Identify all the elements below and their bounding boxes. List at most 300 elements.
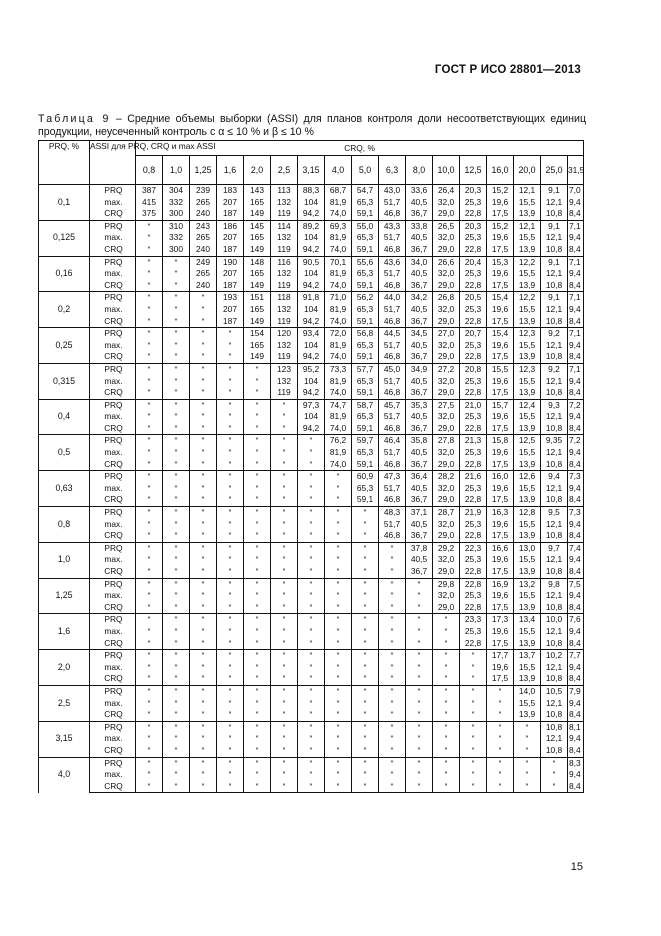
table-cell: * bbox=[352, 530, 379, 542]
table-cell: 10,8 bbox=[541, 387, 568, 399]
table-cell: * bbox=[163, 698, 190, 710]
table-cell: * bbox=[163, 351, 190, 363]
table-cell: * bbox=[190, 685, 217, 697]
table-cell: * bbox=[298, 769, 325, 781]
table-cell: * bbox=[541, 757, 568, 769]
table-cell: 51,7 bbox=[379, 304, 406, 316]
table-cell: * bbox=[271, 519, 298, 531]
table-cell: * bbox=[352, 602, 379, 614]
table-cell: 22,8 bbox=[460, 638, 487, 650]
table-cell: * bbox=[406, 578, 433, 590]
table-cell: * bbox=[136, 662, 163, 674]
row-type-label: max. bbox=[90, 662, 136, 674]
table-cell: 265 bbox=[190, 197, 217, 209]
row-type-label: PRQ bbox=[90, 399, 136, 411]
table-cell: * bbox=[190, 494, 217, 506]
table-cell: 119 bbox=[271, 387, 298, 399]
table-cell: 8,4 bbox=[568, 387, 584, 399]
table-cell: * bbox=[298, 483, 325, 495]
table-cell: * bbox=[163, 435, 190, 447]
table-cell: 23,3 bbox=[460, 614, 487, 626]
table-cell: 15,5 bbox=[514, 626, 541, 638]
prq-value: 0,125 bbox=[39, 220, 90, 256]
table-cell: 22,8 bbox=[460, 530, 487, 542]
table-row bbox=[39, 197, 584, 209]
table-cell: * bbox=[298, 566, 325, 578]
table-cell: 15,4 bbox=[487, 292, 514, 304]
table-cell: 154 bbox=[244, 328, 271, 340]
row-type-label: max. bbox=[90, 733, 136, 745]
table-cell: 22,8 bbox=[460, 280, 487, 292]
assi-table bbox=[38, 140, 584, 793]
table-row bbox=[39, 423, 584, 435]
table-cell: 119 bbox=[271, 244, 298, 256]
table-cell: 59,1 bbox=[352, 208, 379, 220]
table-cell: * bbox=[136, 745, 163, 757]
table-caption-text: – Средние объемы выборки (ASSI) для планов контроля доли несоответствующих единиц продукции, неусеченный контроль с α ≤ 10 % и β ≤ 10 % bbox=[38, 113, 587, 138]
table-cell: 7,9 bbox=[568, 685, 584, 697]
table-cell: 34,5 bbox=[406, 328, 433, 340]
table-cell: 12,1 bbox=[514, 185, 541, 197]
table-cell: * bbox=[325, 483, 352, 495]
table-cell: 12,1 bbox=[541, 519, 568, 531]
table-cell: * bbox=[163, 447, 190, 459]
table-cell: 15,5 bbox=[514, 447, 541, 459]
table-cell: * bbox=[298, 709, 325, 721]
table-cell: 97,3 bbox=[298, 399, 325, 411]
table-cell: 19,6 bbox=[487, 197, 514, 209]
table-cell: * bbox=[136, 494, 163, 506]
table-cell: * bbox=[298, 507, 325, 519]
table-cell: 35,8 bbox=[406, 435, 433, 447]
table-cell: * bbox=[217, 733, 244, 745]
table-cell: 48,3 bbox=[379, 507, 406, 519]
table-row bbox=[39, 494, 584, 506]
table-row bbox=[39, 220, 584, 232]
table-cell: 240 bbox=[190, 244, 217, 256]
table-cell: 74,0 bbox=[325, 280, 352, 292]
table-cell: * bbox=[298, 447, 325, 459]
table-cell: * bbox=[136, 626, 163, 638]
table-cell: * bbox=[136, 519, 163, 531]
table-cell: 22,8 bbox=[460, 566, 487, 578]
table-cell: * bbox=[163, 590, 190, 602]
table-cell: * bbox=[190, 447, 217, 459]
table-cell: 10,0 bbox=[541, 614, 568, 626]
table-cell: 22,8 bbox=[460, 459, 487, 471]
table-cell: * bbox=[325, 554, 352, 566]
table-cell: 8,4 bbox=[568, 351, 584, 363]
table-cell: * bbox=[487, 721, 514, 733]
table-cell: 22,8 bbox=[460, 602, 487, 614]
table-cell: 47,3 bbox=[379, 471, 406, 483]
table-cell: 20,5 bbox=[460, 292, 487, 304]
table-cell: * bbox=[325, 769, 352, 781]
table-cell: 9,4 bbox=[568, 376, 584, 388]
table-cell: * bbox=[271, 483, 298, 495]
table-cell: * bbox=[298, 590, 325, 602]
table-cell: 74,0 bbox=[325, 423, 352, 435]
table-cell: 89,2 bbox=[298, 220, 325, 232]
table-row bbox=[39, 662, 584, 674]
row-type-label: max. bbox=[90, 411, 136, 423]
table-cell: * bbox=[217, 435, 244, 447]
table-cell: 132 bbox=[271, 232, 298, 244]
table-cell: 10,8 bbox=[541, 709, 568, 721]
table-cell: 74,7 bbox=[325, 399, 352, 411]
table-cell: 10,8 bbox=[541, 351, 568, 363]
table-cell: 43,0 bbox=[379, 185, 406, 197]
table-cell: * bbox=[163, 757, 190, 769]
table-cell: 9,4 bbox=[568, 411, 584, 423]
table-cell: * bbox=[136, 638, 163, 650]
table-cell: * bbox=[244, 650, 271, 662]
table-cell: 13,0 bbox=[514, 542, 541, 554]
table-cell: * bbox=[352, 590, 379, 602]
table-cell: * bbox=[163, 256, 190, 268]
table-cell: 12,1 bbox=[541, 733, 568, 745]
table-cell: 59,1 bbox=[352, 423, 379, 435]
table-cell: * bbox=[244, 542, 271, 554]
table-cell: * bbox=[433, 673, 460, 685]
table-cell: * bbox=[271, 459, 298, 471]
table-cell: 187 bbox=[217, 208, 244, 220]
table-cell: * bbox=[325, 578, 352, 590]
table-cell: * bbox=[298, 471, 325, 483]
table-cell: * bbox=[379, 733, 406, 745]
table-cell: * bbox=[136, 292, 163, 304]
table-cell: * bbox=[487, 769, 514, 781]
table-cell: * bbox=[244, 554, 271, 566]
table-cell: 165 bbox=[244, 304, 271, 316]
table-cell: 190 bbox=[217, 256, 244, 268]
prq-value: 4,0 bbox=[39, 757, 90, 793]
table-cell: * bbox=[244, 781, 271, 793]
table-cell: 15,5 bbox=[514, 519, 541, 531]
table-cell: 25,3 bbox=[460, 483, 487, 495]
table-cell: * bbox=[163, 578, 190, 590]
prq-value: 0,16 bbox=[39, 256, 90, 292]
table-cell: * bbox=[190, 626, 217, 638]
table-cell: 17,5 bbox=[487, 530, 514, 542]
table-cell: 9,2 bbox=[541, 328, 568, 340]
table-cell: 59,1 bbox=[352, 494, 379, 506]
table-cell: * bbox=[217, 328, 244, 340]
table-cell: * bbox=[190, 340, 217, 352]
table-cell: 65,3 bbox=[352, 197, 379, 209]
table-cell: * bbox=[271, 542, 298, 554]
table-cell: * bbox=[271, 435, 298, 447]
table-cell: * bbox=[244, 399, 271, 411]
table-row bbox=[39, 614, 584, 626]
table-cell: 13,9 bbox=[514, 459, 541, 471]
table-cell: 332 bbox=[163, 197, 190, 209]
table-cell: * bbox=[433, 638, 460, 650]
table-cell: 15,5 bbox=[514, 554, 541, 566]
table-cell: 26,8 bbox=[433, 292, 460, 304]
table-cell: * bbox=[460, 721, 487, 733]
table-cell: 9,4 bbox=[568, 197, 584, 209]
table-cell: * bbox=[379, 698, 406, 710]
table-cell: 46,8 bbox=[379, 316, 406, 328]
prq-value: 1,6 bbox=[39, 614, 90, 650]
table-cell: * bbox=[406, 650, 433, 662]
table-cell: 9,4 bbox=[568, 662, 584, 674]
table-cell: 22,8 bbox=[460, 351, 487, 363]
table-cell: * bbox=[136, 566, 163, 578]
table-cell: 240 bbox=[190, 208, 217, 220]
table-cell: * bbox=[190, 662, 217, 674]
table-cell: 90,5 bbox=[298, 256, 325, 268]
table-cell: 13,9 bbox=[514, 638, 541, 650]
table-cell: * bbox=[406, 685, 433, 697]
table-cell: * bbox=[136, 614, 163, 626]
table-cell: * bbox=[514, 745, 541, 757]
table-cell: 28,2 bbox=[433, 471, 460, 483]
table-cell: * bbox=[325, 519, 352, 531]
table-cell: * bbox=[271, 447, 298, 459]
table-cell: 17,5 bbox=[487, 602, 514, 614]
table-cell: 10,8 bbox=[541, 316, 568, 328]
table-row bbox=[39, 542, 584, 554]
table-cell: * bbox=[487, 685, 514, 697]
row-type-label: PRQ bbox=[90, 542, 136, 554]
table-cell: 19,6 bbox=[487, 662, 514, 674]
table-cell: 81,9 bbox=[325, 376, 352, 388]
table-cell: * bbox=[406, 733, 433, 745]
table-cell: 91,8 bbox=[298, 292, 325, 304]
table-cell: 187 bbox=[217, 316, 244, 328]
table-cell: 36,7 bbox=[406, 244, 433, 256]
table-cell: * bbox=[244, 673, 271, 685]
table-cell: 104 bbox=[298, 411, 325, 423]
table-cell: * bbox=[217, 423, 244, 435]
table-cell: * bbox=[244, 590, 271, 602]
table-cell: * bbox=[190, 387, 217, 399]
table-cell: 74,0 bbox=[325, 351, 352, 363]
table-row bbox=[39, 638, 584, 650]
table-cell: * bbox=[406, 769, 433, 781]
table-cell: 76,2 bbox=[325, 435, 352, 447]
table-cell: 15,5 bbox=[514, 232, 541, 244]
table-cell: * bbox=[190, 459, 217, 471]
table-cell: * bbox=[325, 626, 352, 638]
table-cell: * bbox=[379, 578, 406, 590]
table-cell: * bbox=[433, 626, 460, 638]
table-cell: 132 bbox=[271, 376, 298, 388]
table-cell: 51,7 bbox=[379, 411, 406, 423]
table-cell: * bbox=[163, 471, 190, 483]
table-cell: 16,9 bbox=[487, 578, 514, 590]
table-cell: 17,5 bbox=[487, 566, 514, 578]
table-cell: * bbox=[541, 769, 568, 781]
table-cell: 71,0 bbox=[325, 292, 352, 304]
table-cell: * bbox=[163, 733, 190, 745]
table-cell: 15,5 bbox=[514, 662, 541, 674]
table-cell: 7,1 bbox=[568, 220, 584, 232]
table-cell: * bbox=[325, 733, 352, 745]
table-cell: * bbox=[136, 411, 163, 423]
table-cell: * bbox=[190, 530, 217, 542]
table-cell: 10,8 bbox=[541, 602, 568, 614]
row-type-label: max. bbox=[90, 268, 136, 280]
table-cell: * bbox=[298, 519, 325, 531]
table-cell: * bbox=[352, 721, 379, 733]
table-row bbox=[39, 351, 584, 363]
table-row bbox=[39, 399, 584, 411]
table-cell: 9,4 bbox=[568, 626, 584, 638]
table-cell: * bbox=[190, 292, 217, 304]
table-cell: 120 bbox=[271, 328, 298, 340]
table-cell: * bbox=[190, 590, 217, 602]
table-cell: * bbox=[271, 471, 298, 483]
table-cell: 10,5 bbox=[541, 685, 568, 697]
table-cell: 36,7 bbox=[406, 459, 433, 471]
table-cell: 94,2 bbox=[298, 280, 325, 292]
table-cell: 20,8 bbox=[460, 363, 487, 375]
table-header bbox=[39, 141, 584, 185]
table-cell: * bbox=[217, 340, 244, 352]
table-cell: 20,3 bbox=[460, 185, 487, 197]
table-cell: * bbox=[325, 662, 352, 674]
table-cell: 15,5 bbox=[514, 411, 541, 423]
table-cell: * bbox=[190, 745, 217, 757]
table-cell: * bbox=[217, 351, 244, 363]
prq-value: 0,63 bbox=[39, 471, 90, 507]
row-type-label: CRQ bbox=[90, 781, 136, 793]
table-cell: * bbox=[217, 376, 244, 388]
table-cell: 25,3 bbox=[460, 626, 487, 638]
table-cell: 7,3 bbox=[568, 471, 584, 483]
table-cell: * bbox=[325, 745, 352, 757]
table-cell: * bbox=[136, 220, 163, 232]
table-cell: 149 bbox=[244, 351, 271, 363]
table-cell: 51,7 bbox=[379, 519, 406, 531]
table-cell: 22,8 bbox=[460, 244, 487, 256]
table-cell: 44,5 bbox=[379, 328, 406, 340]
table-cell: * bbox=[190, 483, 217, 495]
table-cell: * bbox=[298, 554, 325, 566]
table-cell: * bbox=[514, 769, 541, 781]
table-cell: * bbox=[163, 626, 190, 638]
table-cell: * bbox=[136, 507, 163, 519]
table-cell: 59,1 bbox=[352, 387, 379, 399]
table-cell: 32,0 bbox=[433, 411, 460, 423]
table-cell: 59,1 bbox=[352, 244, 379, 256]
table-cell: 207 bbox=[217, 268, 244, 280]
table-cell: * bbox=[190, 376, 217, 388]
table-cell: 17,3 bbox=[487, 614, 514, 626]
table-cell: * bbox=[217, 602, 244, 614]
table-cell: 74,0 bbox=[325, 387, 352, 399]
table-cell: * bbox=[460, 650, 487, 662]
table-cell: 22,3 bbox=[460, 542, 487, 554]
table-cell: * bbox=[136, 399, 163, 411]
table-cell: 32,0 bbox=[433, 197, 460, 209]
table-cell: 68,7 bbox=[325, 185, 352, 197]
table-cell: 46,4 bbox=[379, 435, 406, 447]
table-cell: 12,1 bbox=[541, 554, 568, 566]
table-cell: * bbox=[433, 721, 460, 733]
header-crq: CRQ, % bbox=[136, 141, 584, 156]
table-cell: * bbox=[406, 709, 433, 721]
table-cell: * bbox=[325, 781, 352, 793]
table-cell: * bbox=[271, 757, 298, 769]
table-cell: 25,3 bbox=[460, 554, 487, 566]
table-cell: 9,1 bbox=[541, 292, 568, 304]
row-type-label: PRQ bbox=[90, 328, 136, 340]
table-cell: 34,2 bbox=[406, 292, 433, 304]
table-cell: * bbox=[433, 685, 460, 697]
table-cell: * bbox=[136, 435, 163, 447]
table-cell: * bbox=[244, 363, 271, 375]
table-cell: 93,4 bbox=[298, 328, 325, 340]
table-cell: * bbox=[244, 459, 271, 471]
table-cell: 9,7 bbox=[541, 542, 568, 554]
table-cell: 13,9 bbox=[514, 673, 541, 685]
table-cell: 22,8 bbox=[460, 494, 487, 506]
prq-value: 0,315 bbox=[39, 363, 90, 399]
table-cell: 40,5 bbox=[406, 376, 433, 388]
table-cell: 29,0 bbox=[433, 602, 460, 614]
row-type-label: PRQ bbox=[90, 757, 136, 769]
table-cell: 43,3 bbox=[379, 220, 406, 232]
table-cell: 165 bbox=[244, 340, 271, 352]
table-row bbox=[39, 256, 584, 268]
table-cell: 415 bbox=[136, 197, 163, 209]
table-cell: * bbox=[244, 602, 271, 614]
table-cell: 7,2 bbox=[568, 435, 584, 447]
table-cell: * bbox=[352, 662, 379, 674]
table-cell: * bbox=[163, 268, 190, 280]
table-caption-label: Таблица 9 bbox=[38, 113, 111, 125]
table-cell: 29,8 bbox=[433, 578, 460, 590]
table-cell: * bbox=[271, 650, 298, 662]
table-cell: * bbox=[271, 423, 298, 435]
table-cell: 7,4 bbox=[568, 542, 584, 554]
table-cell: 19,6 bbox=[487, 304, 514, 316]
table-cell: * bbox=[352, 745, 379, 757]
row-type-label: max. bbox=[90, 554, 136, 566]
table-cell: * bbox=[271, 399, 298, 411]
table-cell: * bbox=[298, 530, 325, 542]
table-cell: * bbox=[298, 662, 325, 674]
table-cell: * bbox=[379, 721, 406, 733]
prq-value: 1,0 bbox=[39, 542, 90, 578]
table-cell: 9,4 bbox=[568, 268, 584, 280]
table-cell: 25,3 bbox=[460, 376, 487, 388]
row-type-label: CRQ bbox=[90, 673, 136, 685]
table-cell: * bbox=[136, 757, 163, 769]
prq-value: 2,5 bbox=[39, 685, 90, 721]
table-cell: 119 bbox=[271, 208, 298, 220]
table-cell: * bbox=[406, 721, 433, 733]
table-cell: * bbox=[271, 614, 298, 626]
table-row bbox=[39, 578, 584, 590]
table-cell: 32,0 bbox=[433, 447, 460, 459]
table-cell: * bbox=[190, 304, 217, 316]
table-cell: * bbox=[406, 590, 433, 602]
table-cell: * bbox=[190, 781, 217, 793]
row-type-label: max. bbox=[90, 304, 136, 316]
table-cell: * bbox=[325, 566, 352, 578]
table-row bbox=[39, 745, 584, 757]
table-row bbox=[39, 459, 584, 471]
table-cell: 19,6 bbox=[487, 376, 514, 388]
table-cell: * bbox=[433, 662, 460, 674]
table-cell: * bbox=[460, 698, 487, 710]
table-cell: 149 bbox=[244, 280, 271, 292]
